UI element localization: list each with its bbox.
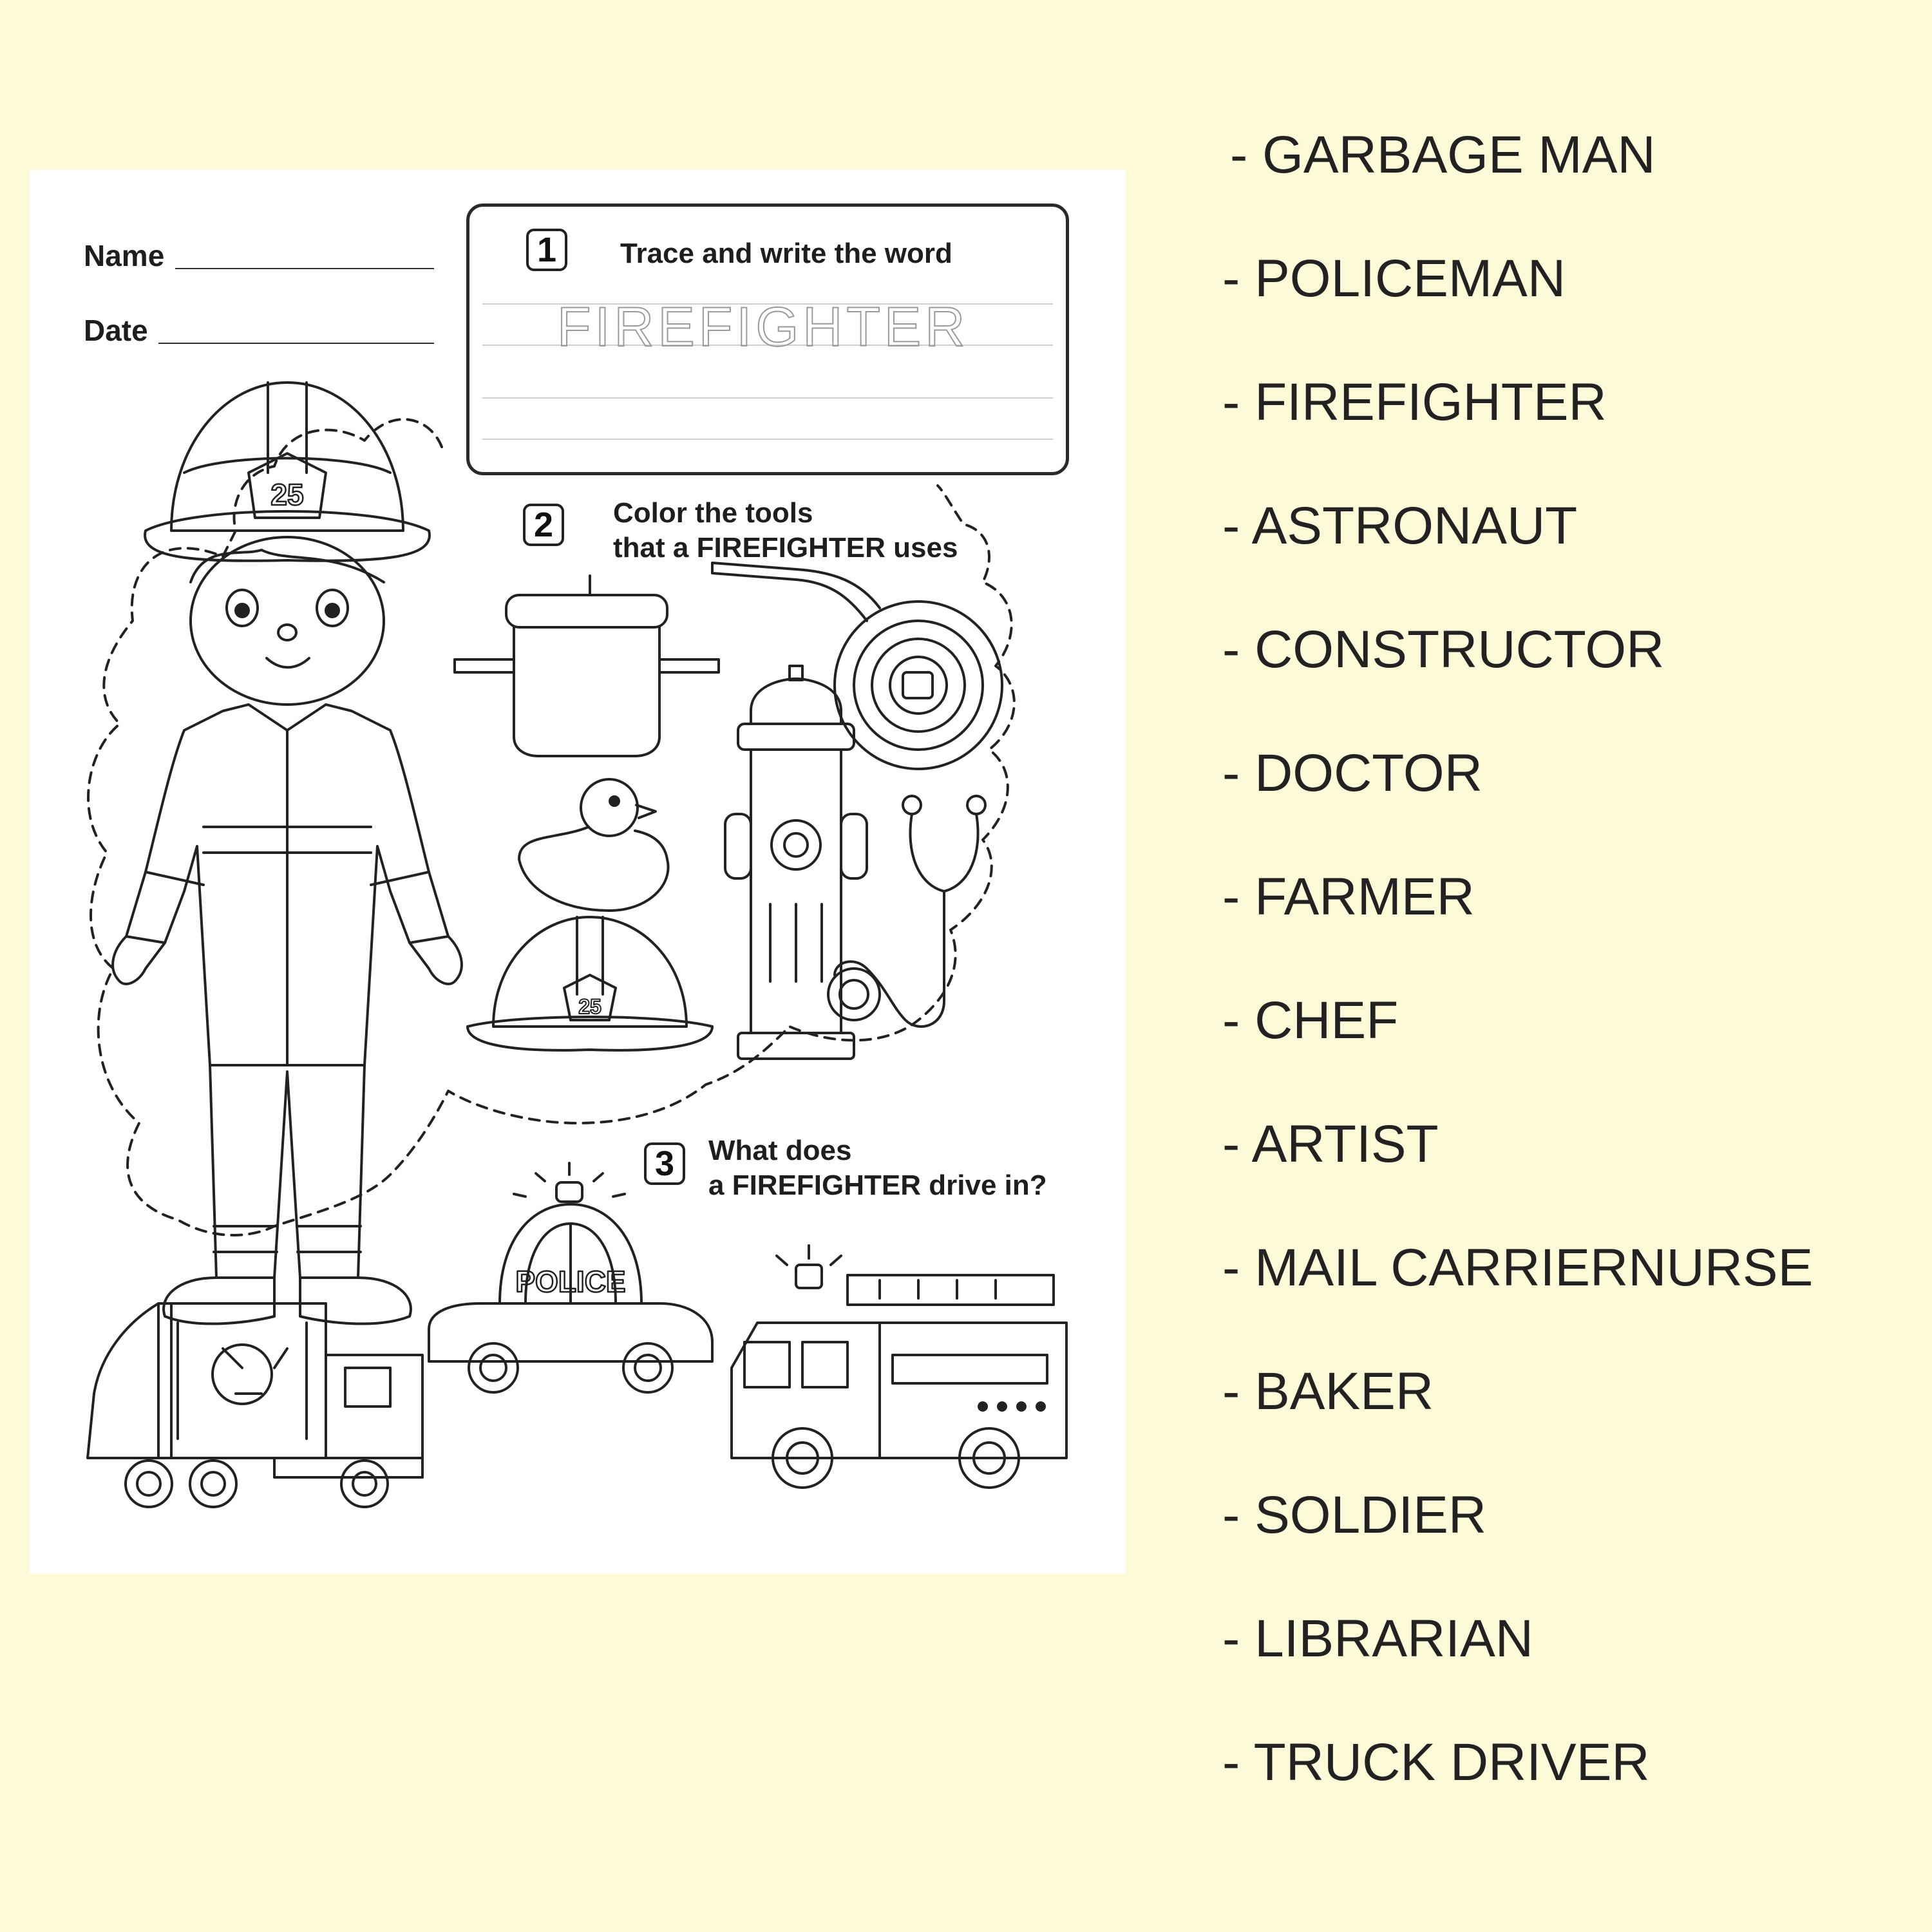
worksheet-page [30,170,1126,1574]
left-boot [164,1278,274,1324]
job-item: - BAKER [1222,1362,1434,1421]
right-boot [300,1278,411,1324]
small-helmet-number: 25 [578,995,601,1018]
job-item: - LIBRARIAN [1222,1609,1533,1668]
step-2-line-1: Color the tools [613,497,813,529]
step-3-line-2: a FIREFIGHTER drive in? [708,1170,1047,1201]
job-item: - TRUCK DRIVER [1222,1733,1650,1792]
police-car-illustration [429,1163,712,1392]
fire-hose-illustration [712,563,1002,769]
job-item: - CHEF [1222,991,1399,1050]
fire-engine-illustration [732,1245,1066,1488]
step-3-line-1: What does [708,1135,852,1166]
rubber-duck-illustration [519,779,668,911]
cooking-pot-illustration [455,576,719,756]
job-item: - CONSTRUCTOR [1222,620,1665,679]
police-car-text: POLICE [515,1265,626,1298]
job-item: - POLICEMAN [1222,249,1566,308]
job-item: - ARTIST [1222,1115,1439,1173]
stethoscope-illustration [828,796,985,1027]
job-item: - FIREFIGHTER [1222,373,1607,431]
step-1-number: 1 [526,229,567,271]
worksheet-illustrations [30,170,1126,1574]
step-2-line-2: that a FIREFIGHTER uses [613,532,958,564]
job-item: - GARBAGE MAN [1230,126,1656,184]
boy-face [191,537,384,705]
helmet-number: 25 [270,478,304,511]
job-item: - DOCTOR [1222,744,1482,802]
date-label: Date [84,314,148,347]
step-2-number: 2 [523,504,564,546]
small-helmet-illustration [468,917,712,1050]
trace-word[interactable]: FIREFIGHTER [557,296,969,358]
job-item: - MAIL CARRIERNURSE [1222,1238,1814,1297]
fire-pants [210,1065,365,1278]
job-item: - ASTRONAUT [1222,497,1578,555]
name-label: Name [84,239,165,272]
right-hand [410,936,462,984]
garbage-truck-illustration [88,1303,422,1507]
job-item: - FARMER [1222,867,1475,926]
firefighter-boy-illustration [113,383,462,1324]
left-hand [113,936,165,984]
step-1-instruction: Trace and write the word [620,238,952,269]
step-3-number: 3 [644,1142,685,1185]
job-item: - SOLDIER [1222,1486,1487,1544]
